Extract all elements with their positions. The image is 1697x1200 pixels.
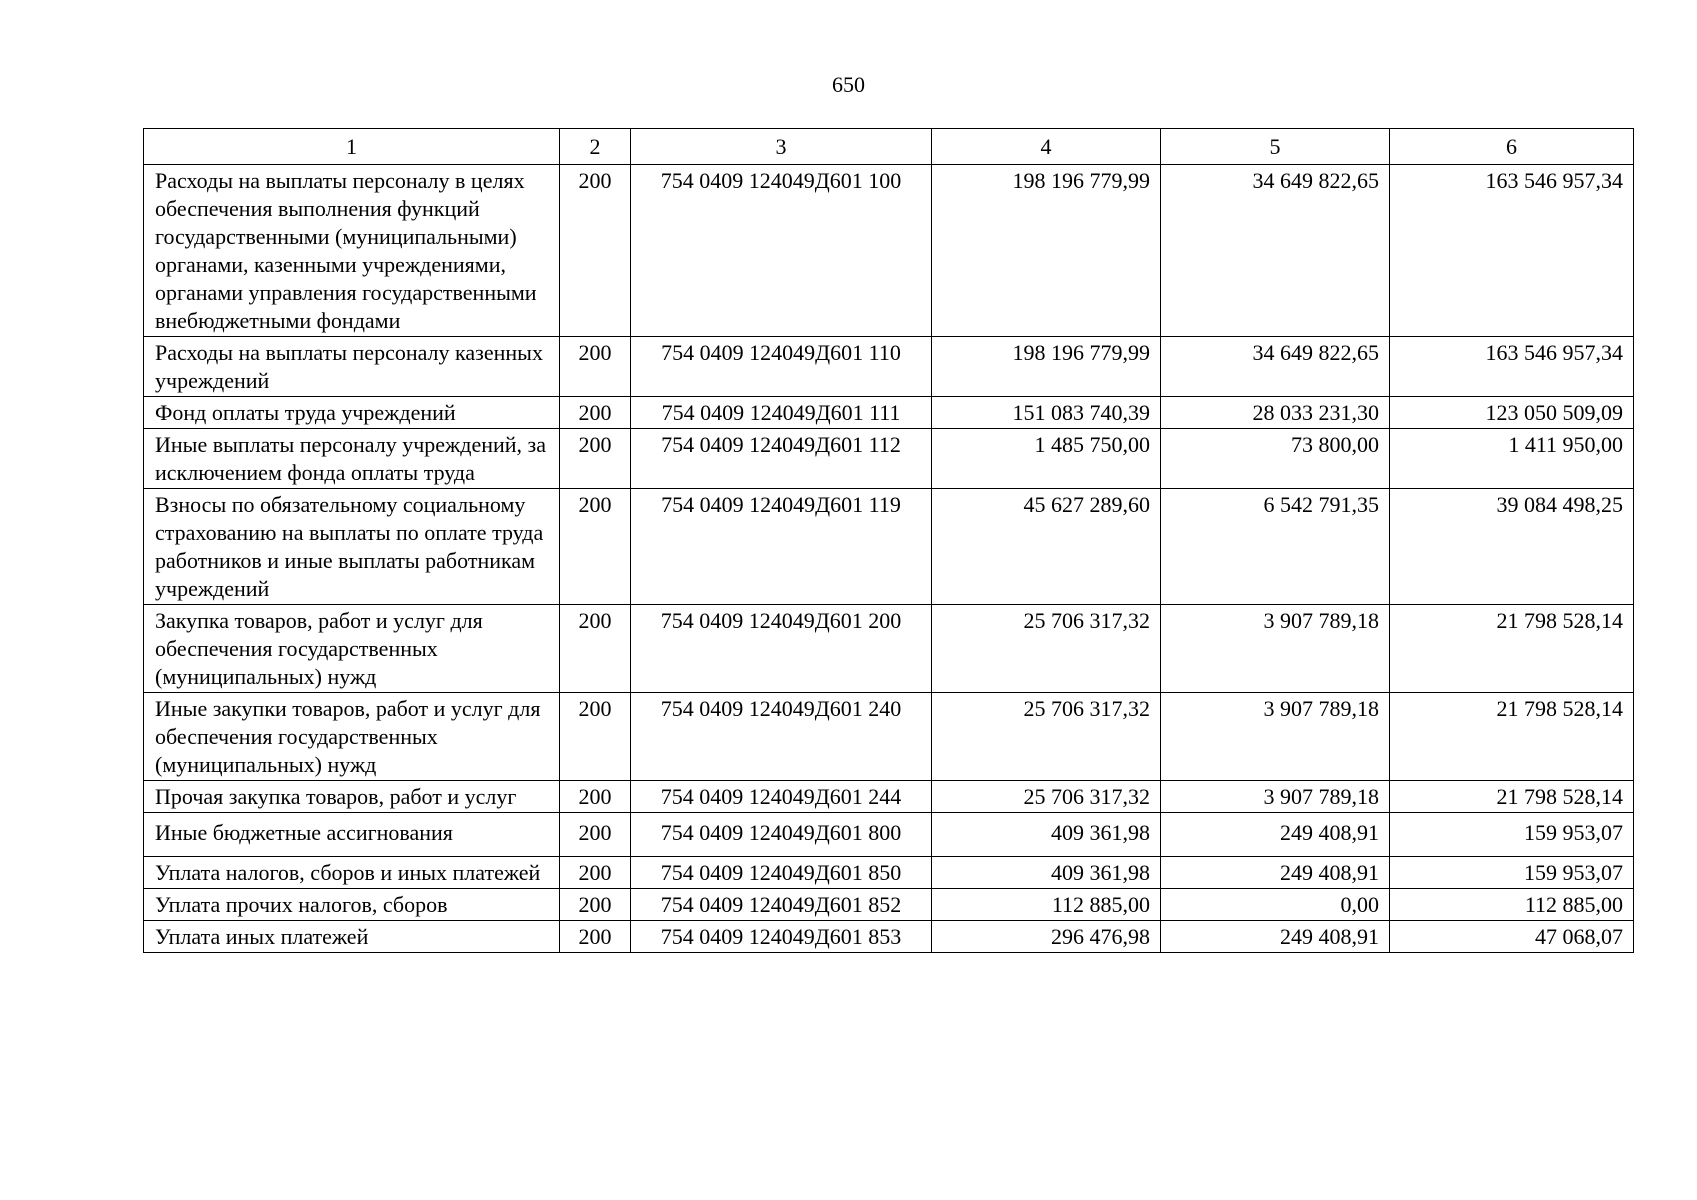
row-kbk-cell: 754 0409 124049Д601 100 <box>631 165 932 337</box>
row-col5-cell: 3 907 789,18 <box>1161 605 1390 693</box>
header-cell-2: 2 <box>560 129 631 165</box>
row-name-cell: Уплата прочих налогов, сборов <box>144 889 560 921</box>
row-col4-cell: 1 485 750,00 <box>932 429 1161 489</box>
row-col5-cell: 3 907 789,18 <box>1161 781 1390 813</box>
table-row <box>144 605 1634 693</box>
row-name-cell: Фонд оплаты труда учреждений <box>144 397 560 429</box>
row-col5-cell: 28 033 231,30 <box>1161 397 1390 429</box>
header-row <box>144 129 1634 165</box>
row-col5-cell: 34 649 822,65 <box>1161 337 1390 397</box>
row-code-cell: 200 <box>560 605 631 693</box>
table-row <box>144 165 1634 337</box>
row-kbk-cell: 754 0409 124049Д601 110 <box>631 337 932 397</box>
row-kbk-cell: 754 0409 124049Д601 244 <box>631 781 932 813</box>
row-col4-cell: 409 361,98 <box>932 813 1161 857</box>
row-col5-cell: 249 408,91 <box>1161 857 1390 889</box>
row-col6-cell: 39 084 498,25 <box>1390 489 1634 605</box>
row-kbk-cell: 754 0409 124049Д601 850 <box>631 857 932 889</box>
row-name-cell: Иные выплаты персоналу учреждений, за исключением фонда оплаты труда <box>144 429 560 489</box>
header-cell-4: 4 <box>932 129 1161 165</box>
row-code-cell: 200 <box>560 693 631 781</box>
row-code-cell: 200 <box>560 781 631 813</box>
row-kbk-cell: 754 0409 124049Д601 112 <box>631 429 932 489</box>
row-name-cell: Расходы на выплаты персоналу казенных учреждений <box>144 337 560 397</box>
table-body <box>144 165 1634 953</box>
header-cell-6: 6 <box>1390 129 1634 165</box>
budget-table <box>143 128 1634 953</box>
table-row <box>144 857 1634 889</box>
table-row <box>144 429 1634 489</box>
table-row <box>144 397 1634 429</box>
row-kbk-cell: 754 0409 124049Д601 240 <box>631 693 932 781</box>
row-code-cell: 200 <box>560 397 631 429</box>
row-code-cell: 200 <box>560 857 631 889</box>
row-col6-cell: 159 953,07 <box>1390 813 1634 857</box>
row-col4-cell: 198 196 779,99 <box>932 337 1161 397</box>
row-col5-cell: 34 649 822,65 <box>1161 165 1390 337</box>
row-code-cell: 200 <box>560 889 631 921</box>
row-kbk-cell: 754 0409 124049Д601 852 <box>631 889 932 921</box>
row-col4-cell: 25 706 317,32 <box>932 605 1161 693</box>
row-name-cell: Расходы на выплаты персоналу в целях обеспечения выполнения функций государственными (муниципальными) органами, казенными учреждениями, органами управления государственными внебюджетными фондами <box>144 165 560 337</box>
row-col6-cell: 21 798 528,14 <box>1390 781 1634 813</box>
row-col4-cell: 25 706 317,32 <box>932 781 1161 813</box>
row-col4-cell: 296 476,98 <box>932 921 1161 953</box>
table-row <box>144 921 1634 953</box>
header-cell-5: 5 <box>1161 129 1390 165</box>
table-row <box>144 693 1634 781</box>
row-name-cell: Уплата налогов, сборов и иных платежей <box>144 857 560 889</box>
row-code-cell: 200 <box>560 813 631 857</box>
row-col4-cell: 409 361,98 <box>932 857 1161 889</box>
row-name-cell: Уплата иных платежей <box>144 921 560 953</box>
row-col4-cell: 198 196 779,99 <box>932 165 1161 337</box>
row-col4-cell: 45 627 289,60 <box>932 489 1161 605</box>
row-name-cell: Иные закупки товаров, работ и услуг для обеспечения государственных (муниципальных) нужд <box>144 693 560 781</box>
table-row <box>144 489 1634 605</box>
row-kbk-cell: 754 0409 124049Д601 800 <box>631 813 932 857</box>
row-col6-cell: 21 798 528,14 <box>1390 605 1634 693</box>
table-row <box>144 337 1634 397</box>
row-code-cell: 200 <box>560 165 631 337</box>
row-col6-cell: 112 885,00 <box>1390 889 1634 921</box>
row-col4-cell: 25 706 317,32 <box>932 693 1161 781</box>
row-col6-cell: 1 411 950,00 <box>1390 429 1634 489</box>
row-col6-cell: 123 050 509,09 <box>1390 397 1634 429</box>
row-col5-cell: 6 542 791,35 <box>1161 489 1390 605</box>
row-col6-cell: 21 798 528,14 <box>1390 693 1634 781</box>
row-kbk-cell: 754 0409 124049Д601 853 <box>631 921 932 953</box>
table-row <box>144 813 1634 857</box>
row-col4-cell: 151 083 740,39 <box>932 397 1161 429</box>
row-code-cell: 200 <box>560 337 631 397</box>
table-header <box>144 129 1634 165</box>
row-code-cell: 200 <box>560 921 631 953</box>
row-name-cell: Прочая закупка товаров, работ и услуг <box>144 781 560 813</box>
table-row <box>144 781 1634 813</box>
row-col6-cell: 159 953,07 <box>1390 857 1634 889</box>
row-col5-cell: 0,00 <box>1161 889 1390 921</box>
row-code-cell: 200 <box>560 489 631 605</box>
row-name-cell: Иные бюджетные ассигнования <box>144 813 560 857</box>
row-kbk-cell: 754 0409 124049Д601 119 <box>631 489 932 605</box>
row-col4-cell: 112 885,00 <box>932 889 1161 921</box>
row-col5-cell: 3 907 789,18 <box>1161 693 1390 781</box>
row-col5-cell: 73 800,00 <box>1161 429 1390 489</box>
row-col6-cell: 163 546 957,34 <box>1390 337 1634 397</box>
row-col5-cell: 249 408,91 <box>1161 813 1390 857</box>
row-kbk-cell: 754 0409 124049Д601 111 <box>631 397 932 429</box>
row-name-cell: Взносы по обязательному социальному страхованию на выплаты по оплате труда работников и иные выплаты работникам учреждений <box>144 489 560 605</box>
header-cell-1: 1 <box>144 129 560 165</box>
page-number: 650 <box>832 72 865 97</box>
row-col5-cell: 249 408,91 <box>1161 921 1390 953</box>
row-name-cell: Закупка товаров, работ и услуг для обеспечения государственных (муниципальных) нужд <box>144 605 560 693</box>
row-kbk-cell: 754 0409 124049Д601 200 <box>631 605 932 693</box>
table-row <box>144 889 1634 921</box>
row-col6-cell: 47 068,07 <box>1390 921 1634 953</box>
row-col6-cell: 163 546 957,34 <box>1390 165 1634 337</box>
header-cell-3: 3 <box>631 129 932 165</box>
row-code-cell: 200 <box>560 429 631 489</box>
